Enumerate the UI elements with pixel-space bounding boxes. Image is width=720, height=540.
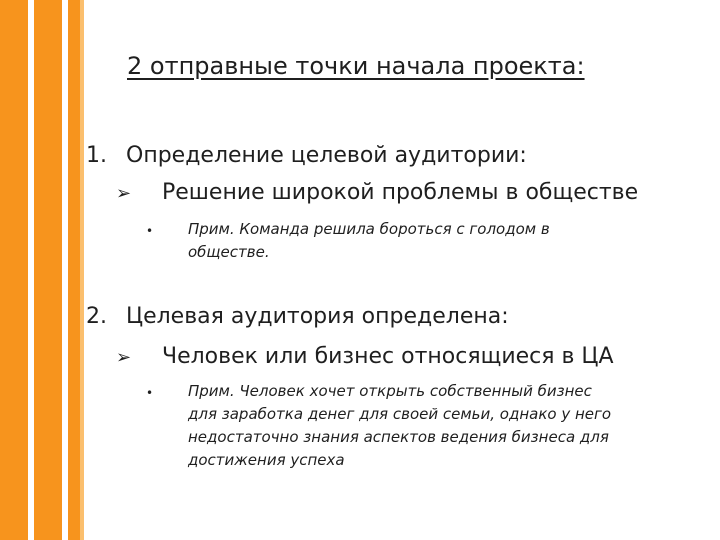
slide-title: 2 отправные точки начала проекта: [127, 52, 585, 80]
arrow-bullet-icon: ➢ [116, 183, 132, 204]
bullet-icon: • [146, 224, 154, 238]
note-line: обществе. [188, 243, 270, 261]
note-line: недостаточно знания аспектов ведения бизнеса для [188, 428, 609, 446]
point-1-note [188, 218, 550, 264]
note-line: для заработка денег для своей семьи, однако у него [188, 405, 612, 423]
point-2-number: 2. [86, 304, 107, 329]
arrow-bullet-icon: ➢ [116, 347, 132, 368]
note-line: достижения успеха [188, 451, 345, 469]
point-2-subheading [116, 344, 614, 369]
left-light-stripe [80, 0, 84, 540]
bullet-icon: • [146, 386, 154, 400]
left-orange-stripe [0, 0, 28, 540]
point-2-subheading-text: Человек или бизнес относящиеся в ЦА [162, 344, 614, 369]
point-1-subheading-text: Решение широкой проблемы в обществе [162, 180, 639, 205]
left-orange-stripe [34, 0, 62, 540]
note-line: Прим. Человек хочет открыть собственный бизнес [188, 382, 592, 400]
point-1-heading-text: Определение целевой аудитории: [126, 143, 527, 168]
point-2-note [188, 380, 611, 472]
point-1-number: 1. [86, 143, 107, 168]
point-2-heading [86, 304, 509, 329]
point-2-heading-text: Целевая аудитория определена: [126, 304, 509, 329]
note-line: Прим. Команда решила бороться с голодом в [188, 220, 550, 238]
left-orange-stripe [68, 0, 80, 540]
point-1-heading [86, 143, 527, 168]
point-1-subheading [116, 180, 638, 205]
